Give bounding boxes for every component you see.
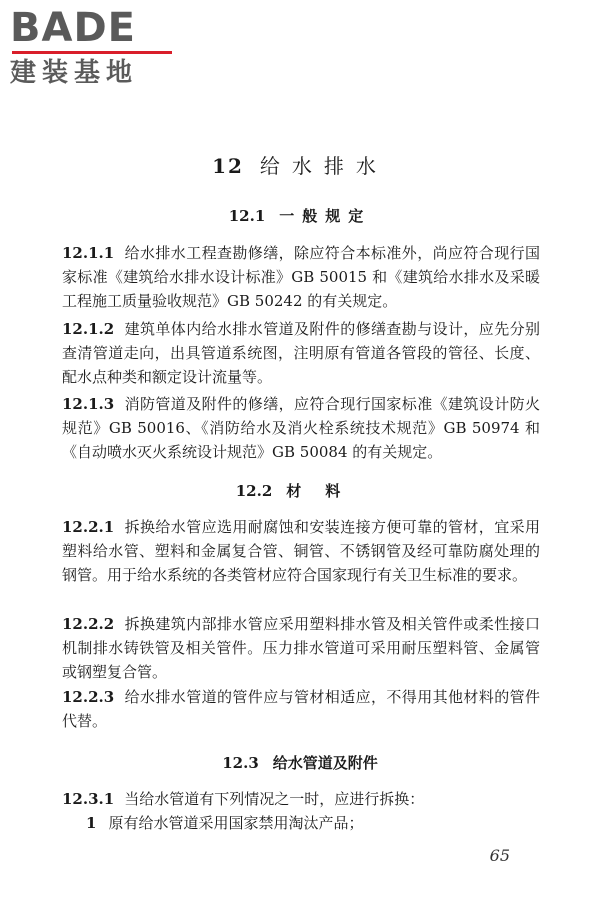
clause-12-1-2 bbox=[62, 317, 540, 389]
section-number: 12.2 bbox=[235, 482, 273, 500]
chapter-title: 给水排水 bbox=[259, 154, 388, 178]
clause-number: 12.1.3 bbox=[62, 395, 115, 413]
section-number: 12.3 bbox=[222, 754, 259, 772]
clause-12-3-1 bbox=[62, 787, 540, 811]
section-heading-12-3 bbox=[0, 752, 600, 773]
section-heading-12-1 bbox=[0, 205, 600, 226]
clause-12-1-3 bbox=[62, 392, 540, 464]
clause-12-2-2 bbox=[62, 612, 540, 684]
clause-number: 12.3.1 bbox=[62, 790, 115, 808]
clause-12-2-3 bbox=[62, 685, 540, 733]
clause-text: 拆换给水管应选用耐腐蚀和安装连接方便可靠的管材，宜采用塑料给水管、塑料和金属复合管、铜管、不锈钢管及经可靠防腐处理的钢管。用于给水系统的各类管材应符合国家现行有关卫生标准的要求。 bbox=[62, 518, 540, 584]
clause-12-1-1 bbox=[62, 241, 540, 313]
clause-text: 给水排水工程查勘修缮，除应符合本标准外，尚应符合现行国家标准《建筑给水排水设计标准》GB 50015 和《建筑给水排水及采暖工程施工质量验收规范》GB 50242 的有关规定。 bbox=[62, 244, 540, 310]
chapter-number: 12 bbox=[212, 154, 244, 178]
section-number: 12.1 bbox=[228, 207, 266, 225]
section-title: 材料 bbox=[286, 482, 365, 500]
page-number: 65 bbox=[489, 846, 510, 865]
section-title: 一般规定 bbox=[279, 207, 372, 225]
clause-text: 拆换建筑内部排水管应采用塑料排水管及相关管件或柔性接口机制排水铸铁管及相关管件。压力排水管道可采用耐压塑料管、金属管或钢塑复合管。 bbox=[62, 615, 540, 681]
clause-text: 消防管道及附件的修缮，应符合现行国家标准《建筑设计防火规范》GB 50016、《消防给水及消火栓系统技术规范》GB 50974 和《自动喷水灭火系统设计规范》GB 50084 的有关规定。 bbox=[62, 395, 540, 461]
clause-text: 给水排水管道的管件应与管材相适应，不得用其他材料的管件代替。 bbox=[62, 688, 540, 730]
list-item bbox=[86, 811, 363, 835]
item-text: 原有给水管道采用国家禁用淘汰产品； bbox=[108, 814, 364, 832]
clause-text: 建筑单体内给水排水管道及附件的修缮查勘与设计，应先分别查清管道走向，出具管道系统图，注明原有管道各管段的管径、长度、配水点种类和额定设计流量等。 bbox=[62, 320, 540, 386]
clause-number: 12.2.3 bbox=[62, 688, 115, 706]
clause-number: 12.1.2 bbox=[62, 320, 115, 338]
item-number: 1 bbox=[86, 814, 97, 832]
clause-number: 12.1.1 bbox=[62, 244, 115, 262]
section-heading-12-2 bbox=[0, 480, 600, 501]
clause-12-2-1 bbox=[62, 515, 540, 587]
chapter-heading bbox=[0, 150, 600, 179]
bade-logo bbox=[10, 6, 180, 88]
clause-number: 12.2.1 bbox=[62, 518, 115, 536]
section-title: 给水管道及附件 bbox=[272, 754, 378, 772]
logo-wordmark: BADE bbox=[10, 5, 136, 51]
logo-subtitle: 建装基地 bbox=[10, 58, 139, 88]
logo-accent-rule bbox=[12, 51, 172, 54]
clause-number: 12.2.2 bbox=[62, 615, 115, 633]
clause-text: 当给水管道有下列情况之一时，应进行拆换： bbox=[124, 790, 425, 808]
